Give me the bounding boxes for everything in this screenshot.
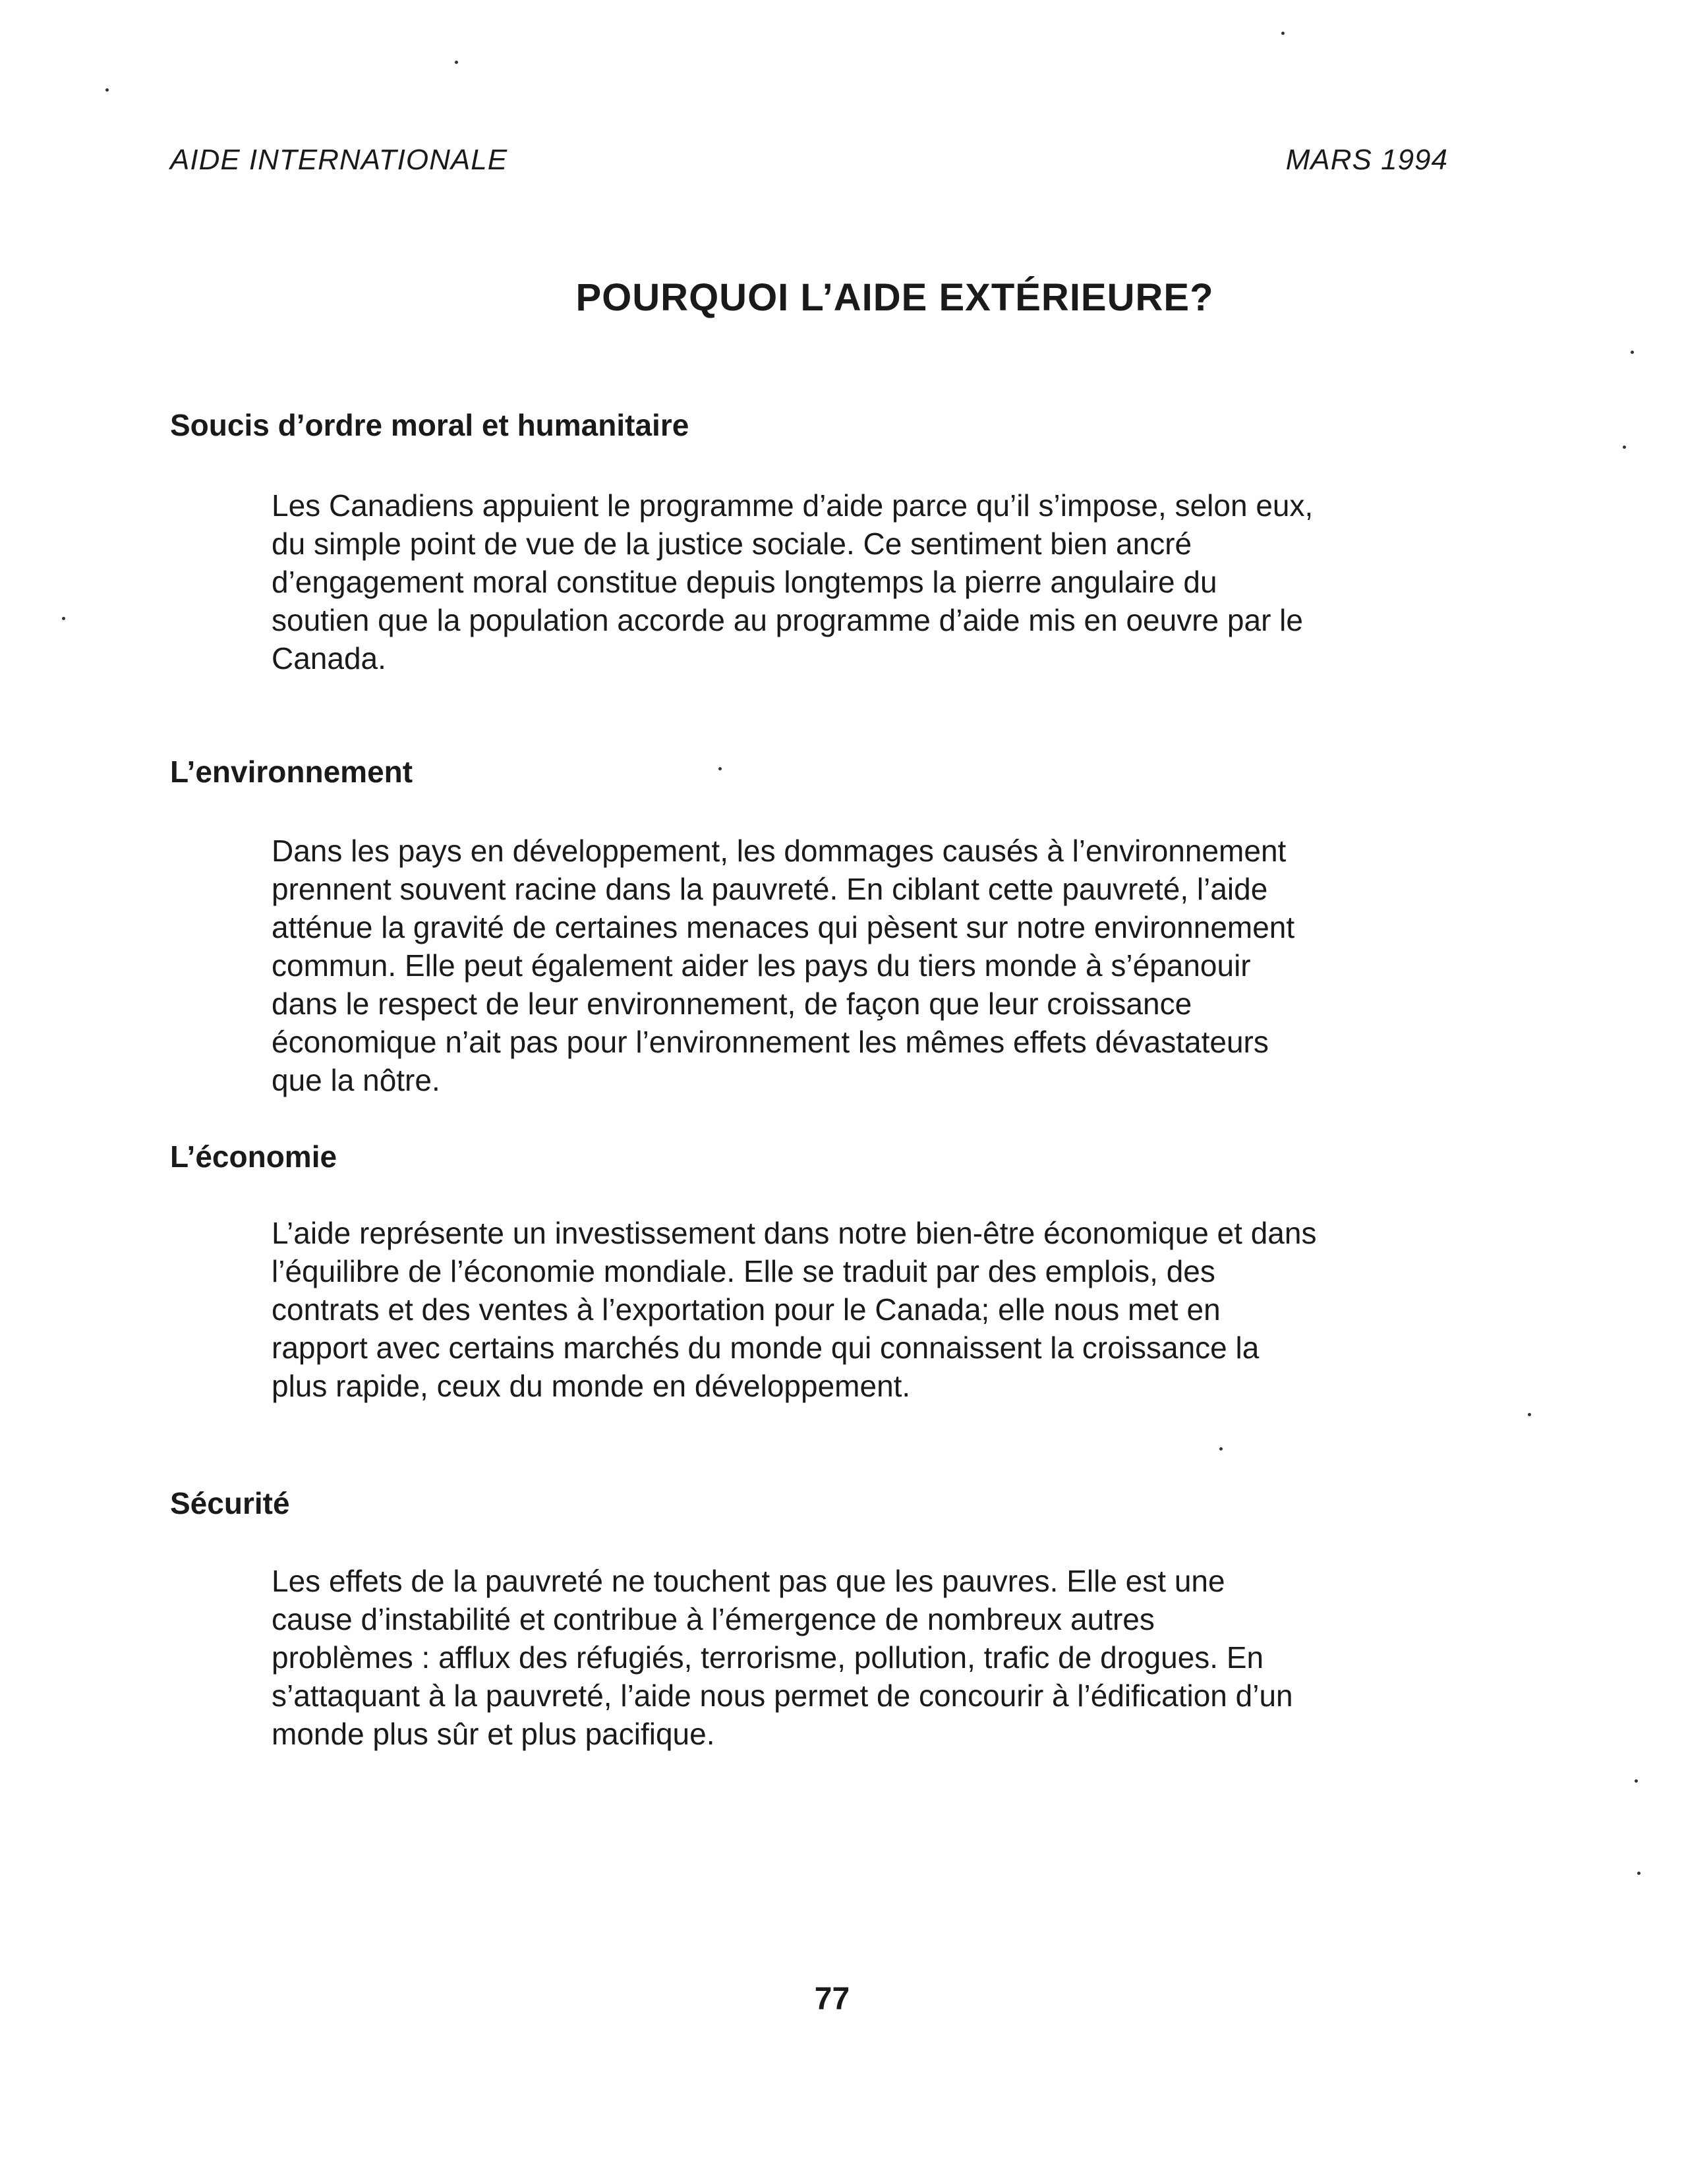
- paragraph-line: prennent souvent racine dans la pauvreté. En ciblant cette pauvreté, l’aide: [272, 872, 1268, 906]
- paragraph-line: d’engagement moral constitue depuis longtemps la pierre angulaire du: [272, 565, 1217, 599]
- paragraph-line: s’attaquant à la pauvreté, l’aide nous permet de concourir à l’édification d’un: [272, 1679, 1293, 1713]
- page-title: [0, 275, 1684, 320]
- paragraph-line: problèmes : afflux des réfugiés, terrorisme, pollution, trafic de drogues. En: [272, 1640, 1264, 1675]
- paragraph-line: Les Canadiens appuient le programme d’aide parce qu’il s’impose, selon eux,: [272, 488, 1314, 523]
- section-heading-moral: Soucis d’ordre moral et humanitaire: [170, 408, 689, 442]
- scan-speck: [1631, 351, 1634, 354]
- section-paragraph-economy: [272, 1214, 1504, 1405]
- paragraph-line: que la nôtre.: [272, 1063, 440, 1097]
- paragraph-line: Canada.: [272, 641, 386, 675]
- scan-speck: [105, 88, 109, 92]
- paragraph-line: Dans les pays en développement, les dommages causés à l’environnement: [272, 834, 1287, 868]
- page-number: [0, 1981, 1684, 2017]
- scan-speck: [1219, 1447, 1223, 1451]
- section-heading-environment: L’environnement: [170, 755, 413, 789]
- page-title-text: POURQUOI L’AIDE EXTÉRIEURE?: [575, 276, 1214, 319]
- scan-speck: [455, 61, 458, 64]
- scan-speck: [1637, 1872, 1640, 1875]
- running-header-date: MARS 1994: [1285, 144, 1448, 176]
- scan-speck: [1528, 1413, 1531, 1416]
- paragraph-line: du simple point de vue de la justice sociale. Ce sentiment bien ancré: [272, 527, 1192, 561]
- paragraph-line: L’aide représente un investissement dans notre bien-être économique et dans: [272, 1216, 1317, 1250]
- paragraph-line: monde plus sûr et plus pacifique.: [272, 1717, 715, 1751]
- paragraph-line: dans le respect de leur environnement, de façon que leur croissance: [272, 987, 1192, 1021]
- paragraph-line: l’équilibre de l’économie mondiale. Elle se traduit par des emplois, des: [272, 1254, 1215, 1288]
- scan-speck: [62, 617, 65, 620]
- scan-speck: [718, 767, 722, 770]
- section-paragraph-security: [272, 1562, 1504, 1753]
- page-number-text: 77: [814, 1982, 850, 2017]
- paragraph-line: plus rapide, ceux du monde en développement.: [272, 1369, 911, 1403]
- section-paragraph-environment: [272, 832, 1504, 1099]
- paragraph-line: rapport avec certains marchés du monde qui connaissent la croissance la: [272, 1331, 1260, 1365]
- running-header-left: AIDE INTERNATIONALE: [170, 144, 508, 176]
- section-heading-security: Sécurité: [170, 1486, 290, 1520]
- scan-speck: [1623, 445, 1626, 449]
- paragraph-line: soutien que la population accorde au programme d’aide mis en oeuvre par le: [272, 603, 1303, 637]
- section-heading-economy: L’économie: [170, 1139, 337, 1174]
- paragraph-line: contrats et des ventes à l’exportation pour le Canada; elle nous met en: [272, 1292, 1221, 1327]
- scan-speck: [1635, 1779, 1638, 1783]
- paragraph-line: cause d’instabilité et contribue à l’émergence de nombreux autres: [272, 1602, 1155, 1636]
- section-paragraph-moral: [272, 486, 1504, 677]
- scan-speck: [1281, 32, 1285, 35]
- paragraph-line: commun. Elle peut également aider les pays du tiers monde à s’épanouir: [272, 948, 1251, 983]
- paragraph-line: atténue la gravité de certaines menaces qui pèsent sur notre environnement: [272, 910, 1295, 944]
- paragraph-line: Les effets de la pauvreté ne touchent pas que les pauvres. Elle est une: [272, 1564, 1225, 1598]
- paragraph-line: économique n’ait pas pour l’environnement les mêmes effets dévastateurs: [272, 1025, 1269, 1059]
